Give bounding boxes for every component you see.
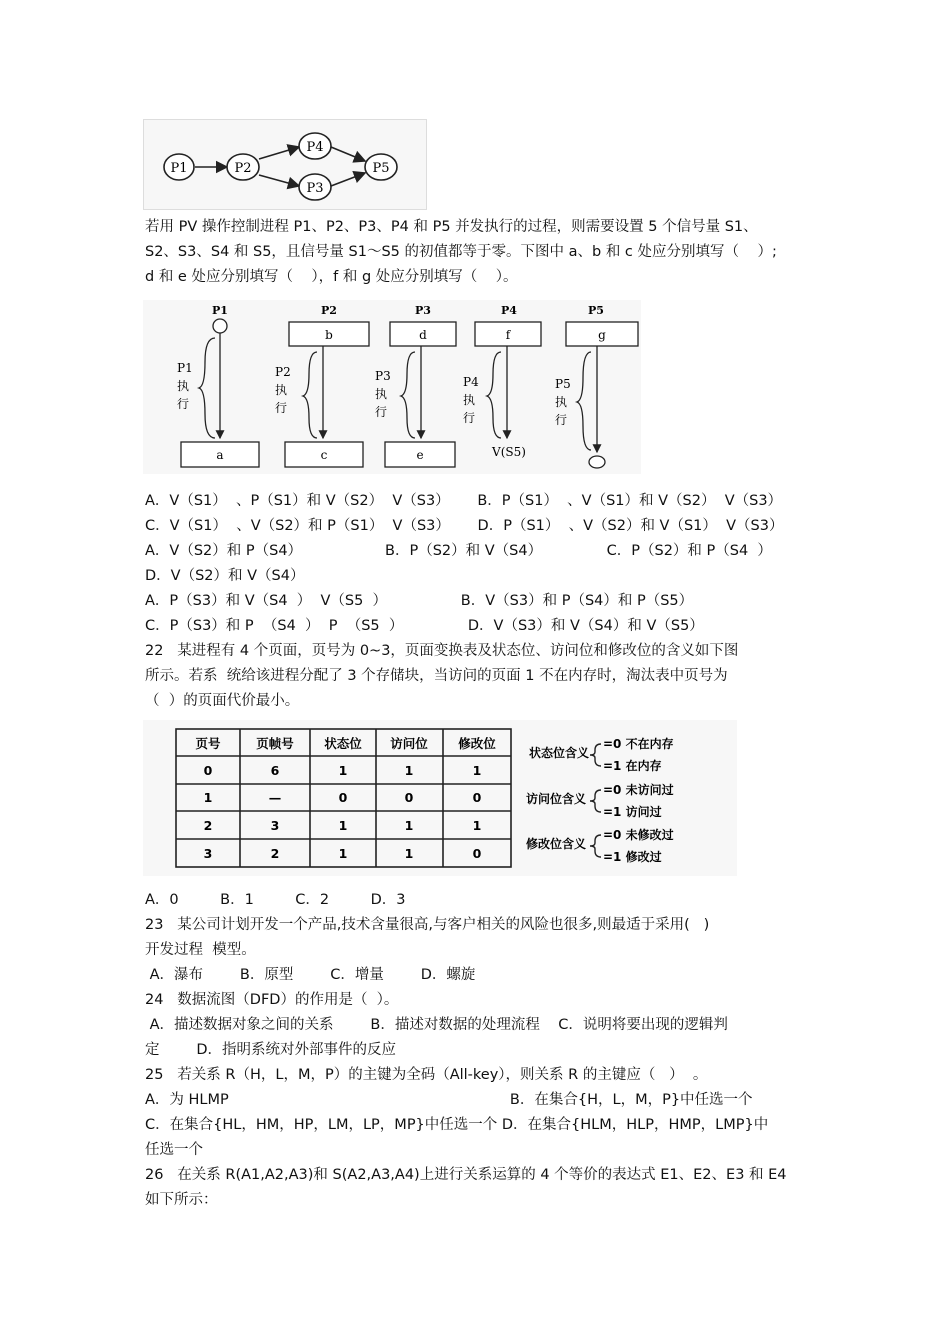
- q23-options: A．瀑布 B．原型 C．增量 D．螺旋: [145, 967, 476, 983]
- svg-text:=0 不在内存: =0 不在内存: [603, 737, 674, 751]
- svg-text:修改位含义: 修改位含义: [526, 837, 587, 851]
- svg-text:执: 执: [463, 393, 476, 407]
- table-cell: 6: [270, 763, 280, 778]
- p4-column: [463, 322, 541, 459]
- blank-c: c: [320, 448, 328, 462]
- svg-text:P2: P2: [275, 365, 291, 379]
- q24-line-3: 定 D．指明系统对外部事件的反应: [145, 1042, 397, 1058]
- header-modify-bit: 修改位: [458, 736, 496, 751]
- table-cell: 3: [270, 818, 280, 833]
- svg-text:P4: P4: [463, 375, 479, 389]
- q25-line-2: A．为 HLMP B．在集合{H，L，M，P}中任选一个: [145, 1092, 753, 1108]
- svg-text:状态位含义: 状态位含义: [529, 746, 590, 760]
- svg-text:执: 执: [555, 395, 568, 409]
- q23-line-2: 开发过程 模型。: [145, 942, 256, 958]
- table-cell: 1: [404, 763, 414, 778]
- svg-text:=1 访问过: =1 访问过: [603, 805, 662, 819]
- q24-line-1: 24 数据流图（DFD）的作用是（ ）。: [145, 992, 399, 1008]
- q22-line-3: （ ）的页面代价最小。: [145, 693, 300, 709]
- svg-text:P1: P1: [170, 161, 188, 176]
- blank-g: g: [598, 328, 606, 342]
- q22-line-2: 所示。若系 统给该进程分配了 3 个存储块，当访问的页面 1 不在内存时，淘汰表中页号为: [145, 668, 728, 684]
- svg-text:P3: P3: [375, 369, 391, 383]
- svg-text:行: 行: [275, 401, 288, 415]
- p5-header: P5: [588, 304, 604, 317]
- q21-line-2: S2、S3、S4 和 S5，且信号量 S1～S5 的初值都等于零。下图中 a、b 和 c 处应分别填写（ ）;: [145, 244, 777, 260]
- svg-text:=1 修改过: =1 修改过: [603, 850, 662, 864]
- p3-column: [375, 322, 456, 467]
- table-cell: 1: [404, 818, 414, 833]
- table-cell: 1: [472, 763, 482, 778]
- svg-text:执: 执: [275, 383, 288, 397]
- pv-process-figure: [143, 300, 641, 474]
- table-cell: 1: [338, 846, 348, 861]
- precedence-graph: [143, 119, 427, 210]
- q23-line-1: 23 某公司计划开发一个产品,技术含量很高,与客户相关的风险也很多,则最适于采用( ): [145, 917, 710, 933]
- q21-line-3: d 和 e 处应分别填写（ ），f 和 g 处应分别填写（ ）。: [145, 269, 518, 285]
- svg-text:执: 执: [375, 387, 388, 401]
- p1-column: [177, 319, 259, 467]
- node-p3: [299, 174, 331, 200]
- p3-header: P3: [415, 304, 431, 317]
- q22-line-1: 22 某进程有 4 个页面，页号为 0~3，页面变换表及状态位、访问位和修改位的含义如下图: [145, 643, 739, 659]
- page-table-diagram: [143, 720, 737, 876]
- blank-b: b: [325, 328, 333, 342]
- status-bit-legend: [529, 736, 674, 773]
- svg-text:行: 行: [375, 405, 388, 419]
- q21-option-line-4: D．V（S2）和 V（S4）: [145, 568, 305, 584]
- q21-option-line-5: A．P（S3）和 V（S4 ） V（S5 ） B．V（S3）和 P（S4）和 P（S5）: [145, 593, 694, 609]
- table-cell: 3: [203, 846, 213, 861]
- q26-line-1: 26 在关系 R(A1,A2,A3)和 S(A2,A3,A4)上进行关系运算的 4 个等价的表达式 E1、E2、E3 和 E4: [145, 1167, 787, 1183]
- table-cell: —: [268, 790, 282, 805]
- svg-text:=1 在内存: =1 在内存: [603, 759, 662, 773]
- p5-column: [555, 322, 638, 468]
- header-frame-no: 页帧号: [256, 736, 294, 751]
- q25-line-4: 任选一个: [145, 1142, 203, 1158]
- table-cell: 1: [472, 818, 482, 833]
- table-cell: 0: [203, 763, 213, 778]
- q21-line-1: 若用 PV 操作控制进程 P1、P2、P3、P4 和 P5 并发执行的过程，则需要设置 5 个信号量 S1、: [145, 219, 758, 235]
- q21-option-line-3: A．V（S2）和 P（S4） B．P（S2）和 V（S4） C．P（S2）和 P（S4 ）: [145, 543, 772, 559]
- blank-d: d: [419, 328, 427, 342]
- svg-text:P3: P3: [306, 181, 324, 196]
- svg-text:访问位含义: 访问位含义: [526, 792, 587, 806]
- svg-text:P5: P5: [555, 377, 571, 391]
- table-cell: 1: [203, 790, 213, 805]
- q26-line-2: 如下所示：: [145, 1192, 218, 1208]
- table-cell: 0: [338, 790, 348, 805]
- page-table-figure: [143, 720, 737, 876]
- precedence-graph-figure: [143, 119, 427, 210]
- table-cell: 1: [338, 763, 348, 778]
- node-p5: [365, 154, 397, 180]
- svg-text:执: 执: [177, 379, 190, 393]
- access-bit-legend: [526, 782, 674, 819]
- node-p2: [227, 154, 259, 180]
- table-cell: 0: [472, 790, 482, 805]
- svg-text:=0 未访问过: =0 未访问过: [603, 783, 674, 797]
- p4-v-s5: V(S5): [492, 445, 526, 459]
- q21-option-line-2: C．V（S1） 、V（S2）和 P（S1） V（S3） D．P（S1） 、V（S2）和 V（S1） V（S3）: [145, 518, 784, 534]
- table-cell: 0: [472, 846, 482, 861]
- svg-text:行: 行: [177, 397, 190, 411]
- table-cell: 2: [270, 846, 280, 861]
- svg-text:P2: P2: [234, 161, 252, 176]
- node-p4: [299, 133, 331, 159]
- table-cell: 1: [338, 818, 348, 833]
- p1-header: P1: [212, 304, 228, 317]
- pv-process-diagram: [143, 300, 641, 474]
- header-page-no: 页号: [195, 736, 221, 751]
- q25-line-1: 25 若关系 R（H，L，M，P）的主键为全码（All-key），则关系 R 的主键应（ ） 。: [145, 1067, 708, 1083]
- q22-options: A．0 B．1 C．2 D．3: [145, 892, 406, 908]
- svg-text:=0 未修改过: =0 未修改过: [603, 828, 674, 842]
- svg-text:行: 行: [463, 411, 476, 425]
- modify-bit-legend: [526, 827, 674, 864]
- p4-header: P4: [501, 304, 517, 317]
- blank-f: f: [505, 328, 511, 342]
- svg-text:P4: P4: [306, 140, 324, 155]
- header-status-bit: 状态位: [324, 736, 362, 751]
- table-cell: 1: [404, 846, 414, 861]
- q24-line-2: A．描述数据对象之间的关系 B．描述对数据的处理流程 C．说明将要出现的逻辑判: [145, 1017, 728, 1033]
- q25-line-3: C．在集合{HL，HM，HP，LM，LP，MP}中任选一个 D．在集合{HLM，HLP，HMP，LMP}中: [145, 1117, 769, 1133]
- blank-e: e: [416, 448, 424, 462]
- svg-text:行: 行: [555, 413, 568, 427]
- node-p1: [164, 154, 194, 180]
- q21-option-line-6: C．P（S3）和 P （S4 ） P （S5 ） D．V（S3）和 V（S4）和 V（S5）: [145, 618, 704, 634]
- table-cell: 2: [203, 818, 213, 833]
- p2-column: [275, 322, 369, 467]
- q21-option-line-1: A．V（S1） 、P（S1）和 V（S2） V（S3） B．P（S1） 、V（S1）和 V（S2） V（S3）: [145, 493, 783, 509]
- svg-text:P1: P1: [177, 361, 193, 375]
- svg-text:P5: P5: [372, 161, 390, 176]
- header-access-bit: 访问位: [390, 736, 428, 751]
- p2-header: P2: [321, 304, 337, 317]
- blank-a: a: [216, 448, 224, 462]
- table-cell: 0: [404, 790, 414, 805]
